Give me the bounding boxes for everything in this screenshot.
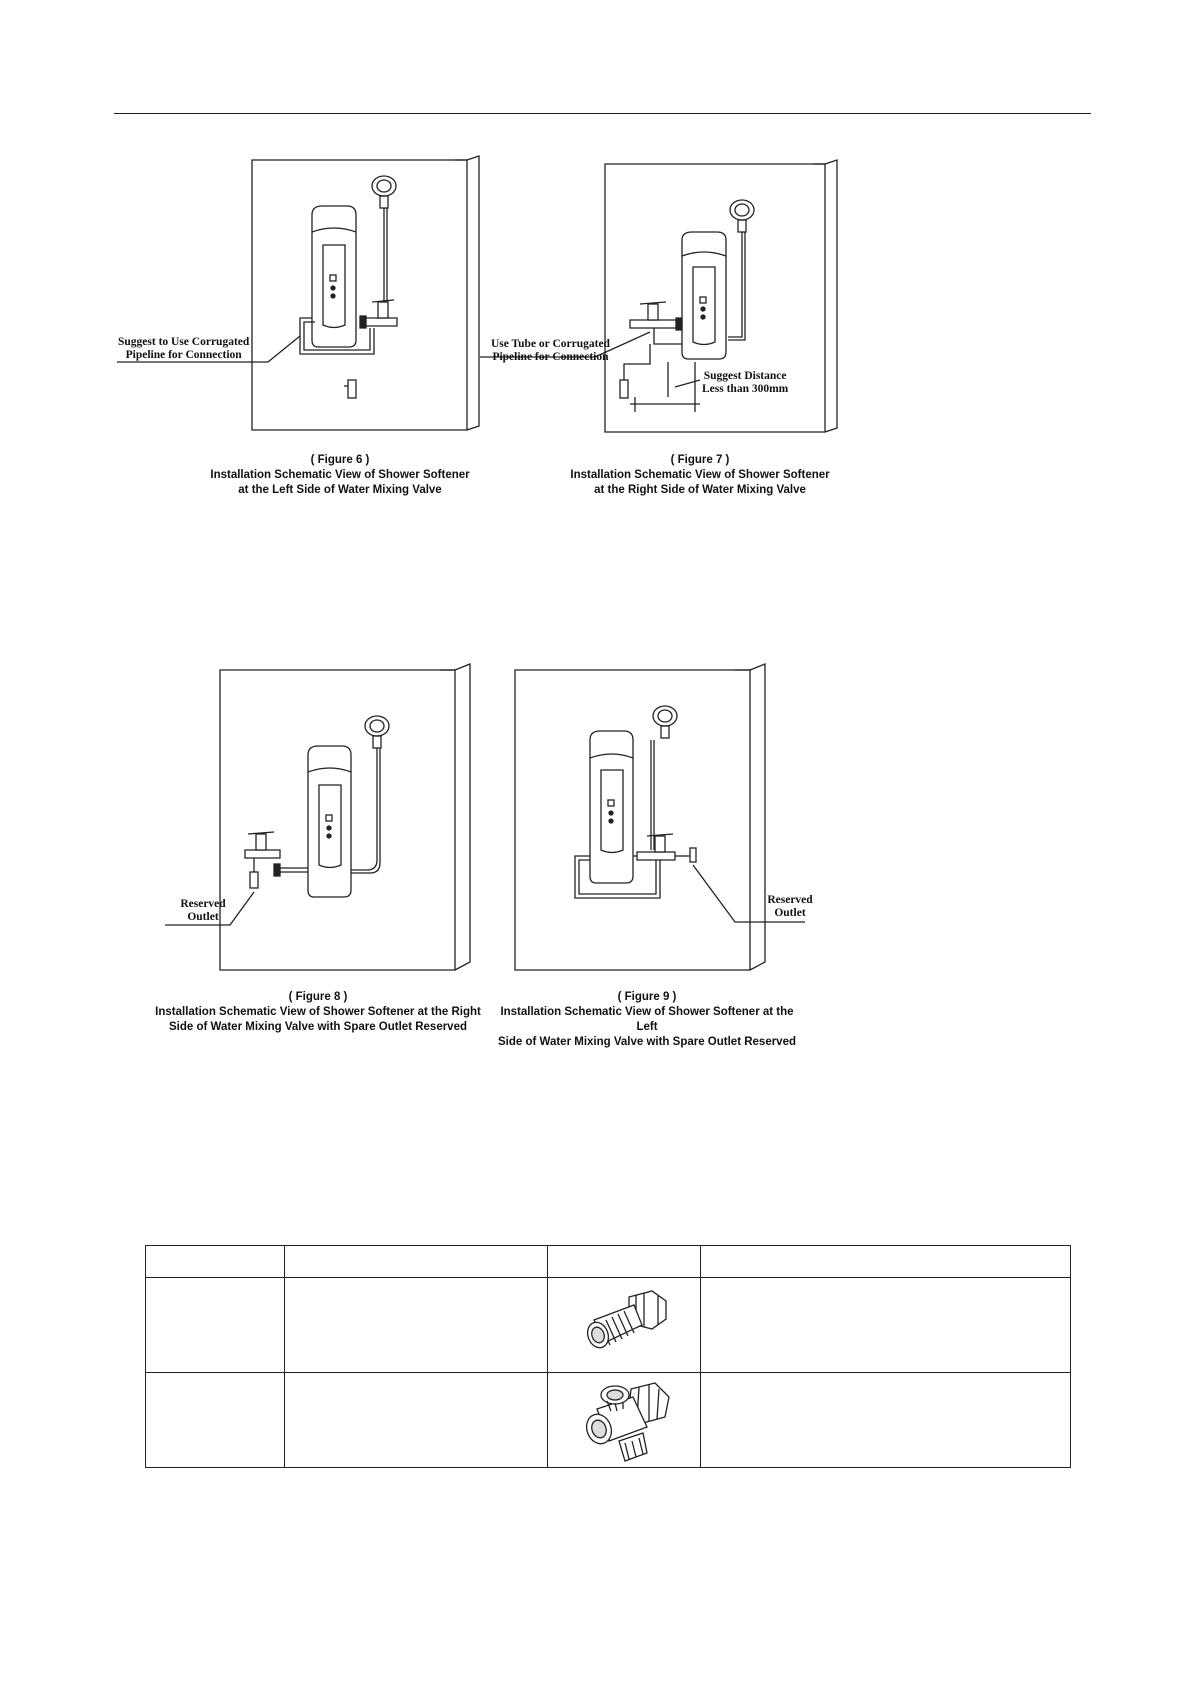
figure-7 (480, 152, 860, 442)
figure-9-note-line2: Outlet (774, 907, 806, 919)
header-rule (114, 113, 1091, 114)
figure-6-caption-line2: at the Left Side of Water Mixing Valve (238, 484, 442, 496)
figure-6-caption-line1: Installation Schematic View of Shower Softener (210, 469, 470, 481)
figure-8-note-line1: Reserved (180, 898, 226, 910)
figure-8-note (168, 898, 238, 924)
row2-cell-1 (146, 1373, 285, 1468)
straight-adapter-fitting-icon (574, 1285, 674, 1365)
row1-cell-2 (285, 1278, 548, 1373)
figure-6-caption (190, 453, 490, 498)
row2-cell-2 (285, 1373, 548, 1468)
table-row (146, 1278, 1071, 1373)
figure-7-caption (550, 453, 850, 498)
figure-9-caption-number: ( Figure 9 ) (617, 991, 677, 1003)
figure-6-note-line2: Pipeline for Connection (125, 349, 242, 361)
row1-cell-1 (146, 1278, 285, 1373)
figure-7-caption-line1: Installation Schematic View of Shower Softener (570, 469, 830, 481)
figure-6 (112, 150, 492, 440)
figure-8 (150, 660, 490, 980)
figure-9 (505, 660, 845, 980)
figure-6-drawing (112, 150, 492, 440)
figure-7-drawing (480, 152, 860, 442)
figure-7-note-distance-line2: Less than 300mm (702, 383, 789, 395)
row2-cell-4 (701, 1373, 1071, 1468)
figure-7-note-tube-line2: Pipeline for Connection (492, 351, 609, 363)
figure-7-note-tube-line1: Use Tube or Corrugated (491, 338, 610, 350)
figure-8-drawing (150, 660, 490, 980)
figure-9-caption-line2: Side of Water Mixing Valve with Spare Outlet Reserved (497, 1036, 797, 1048)
figure-9-caption-line1: Installation Schematic View of Shower Softener at the Left (500, 1006, 794, 1033)
table-row (146, 1373, 1071, 1468)
parts-table-header-row (146, 1246, 1071, 1278)
header-cell-3 (548, 1246, 701, 1278)
figure-8-note-line2: Outlet (187, 911, 219, 923)
figure-6-caption-number: ( Figure 6 ) (310, 454, 370, 466)
header-cell-1 (146, 1246, 285, 1278)
figure-7-caption-line2: at the Right Side of Water Mixing Valve (594, 484, 806, 496)
tee-adapter-fitting-icon (569, 1375, 679, 1465)
figure-6-note (118, 336, 249, 362)
figure-9-caption (492, 990, 802, 1050)
figure-9-drawing (505, 660, 845, 980)
row2-image-cell (548, 1373, 701, 1468)
parts-table (145, 1245, 1071, 1468)
row1-image-cell (548, 1278, 701, 1373)
figure-7-note-distance (702, 370, 788, 396)
figure-8-caption (148, 990, 488, 1035)
figure-8-caption-line2: Side of Water Mixing Valve with Spare Outlet Reserved (168, 1021, 468, 1033)
figure-7-note-tube (491, 338, 610, 364)
row1-cell-4 (701, 1278, 1071, 1373)
figure-9-note-line1: Reserved (767, 894, 813, 906)
figure-9-note (755, 894, 825, 920)
header-cell-4 (701, 1246, 1071, 1278)
figure-7-note-distance-line1: Suggest Distance (703, 370, 787, 382)
figure-8-caption-line1: Installation Schematic View of Shower Softener at the Right (155, 1006, 481, 1018)
figure-6-note-line1: Suggest to Use Corrugated (118, 336, 250, 348)
figure-8-caption-number: ( Figure 8 ) (288, 991, 348, 1003)
figure-7-caption-number: ( Figure 7 ) (670, 454, 730, 466)
header-cell-2 (285, 1246, 548, 1278)
